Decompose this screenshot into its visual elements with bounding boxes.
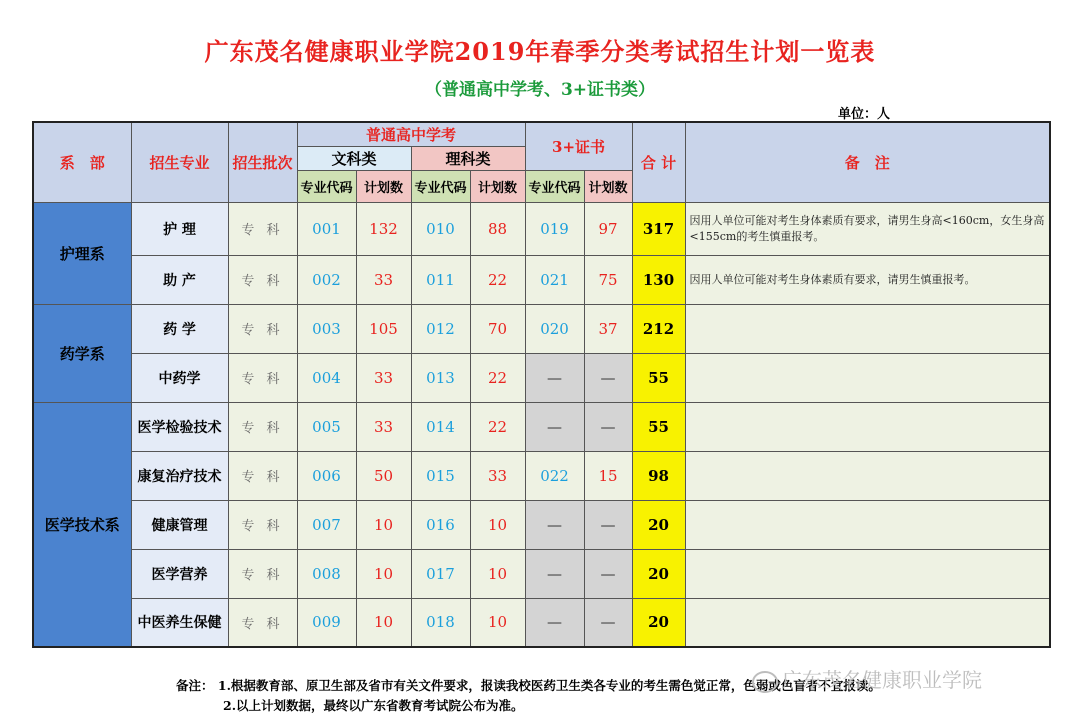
remark-cell bbox=[685, 402, 1050, 451]
wenke-code-cell: 001 bbox=[297, 202, 356, 255]
like-plan-cell: 10 bbox=[470, 500, 525, 549]
wenke-plan-cell: 10 bbox=[356, 549, 411, 598]
header-batch: 招生批次 bbox=[228, 122, 297, 202]
header-wenke-code: 专业代码 bbox=[297, 170, 356, 202]
like-code-cell: 015 bbox=[411, 451, 470, 500]
like-plan-cell: 10 bbox=[470, 598, 525, 647]
dept-cell: 护理系 bbox=[33, 202, 131, 304]
cert-plan-cell: 37 bbox=[584, 304, 632, 353]
major-cell: 助 产 bbox=[131, 255, 228, 304]
batch-cell: 专 科 bbox=[228, 451, 297, 500]
header-major: 招生专业 bbox=[131, 122, 228, 202]
major-cell: 医学检验技术 bbox=[131, 402, 228, 451]
cert-code-cell: — bbox=[525, 598, 584, 647]
batch-cell: 专 科 bbox=[228, 598, 297, 647]
wenke-plan-cell: 33 bbox=[356, 353, 411, 402]
cert-plan-cell: 15 bbox=[584, 451, 632, 500]
wenke-code-cell: 006 bbox=[297, 451, 356, 500]
cert-code-cell: — bbox=[525, 549, 584, 598]
page-subtitle: （普通高中学考、3+证书类） bbox=[424, 80, 656, 100]
header-wenke: 文科类 bbox=[297, 146, 411, 170]
cert-plan-cell: 75 bbox=[584, 255, 632, 304]
remark-cell bbox=[685, 549, 1050, 598]
major-cell: 护 理 bbox=[131, 202, 228, 255]
dept-cell: 医学技术系 bbox=[33, 402, 131, 647]
major-cell: 中药学 bbox=[131, 353, 228, 402]
wenke-code-cell: 007 bbox=[297, 500, 356, 549]
table-row bbox=[33, 402, 1050, 451]
wenke-code-cell: 008 bbox=[297, 549, 356, 598]
table-row bbox=[33, 304, 1050, 353]
unit-label: 单位：人 bbox=[838, 107, 891, 122]
cert-code-cell: — bbox=[525, 353, 584, 402]
table-row bbox=[33, 353, 1050, 402]
table-row bbox=[33, 598, 1050, 647]
header-cert-code: 专业代码 bbox=[525, 170, 584, 202]
like-code-cell: 014 bbox=[411, 402, 470, 451]
cert-code-cell: 019 bbox=[525, 202, 584, 255]
like-code-cell: 018 bbox=[411, 598, 470, 647]
remark-cell: 因用人单位可能对考生身体素质有要求，请男生身高<160cm，女生身高<155cm的考生慎重报考。 bbox=[685, 202, 1050, 255]
like-code-cell: 012 bbox=[411, 304, 470, 353]
wenke-code-cell: 004 bbox=[297, 353, 356, 402]
major-cell: 康复治疗技术 bbox=[131, 451, 228, 500]
major-cell: 中医养生保健 bbox=[131, 598, 228, 647]
page-title: 广东茂名健康职业学院2019年春季分类考试招生计划一览表 bbox=[204, 37, 876, 66]
remark-cell bbox=[685, 304, 1050, 353]
total-cell: 20 bbox=[632, 500, 685, 549]
like-code-cell: 016 bbox=[411, 500, 470, 549]
wenke-plan-cell: 10 bbox=[356, 500, 411, 549]
like-plan-cell: 22 bbox=[470, 255, 525, 304]
remark-cell bbox=[685, 451, 1050, 500]
total-cell: 130 bbox=[632, 255, 685, 304]
like-plan-cell: 33 bbox=[470, 451, 525, 500]
header-remark: 备 注 bbox=[685, 122, 1050, 202]
batch-cell: 专 科 bbox=[228, 304, 297, 353]
header-putong: 普通高中学考 bbox=[297, 122, 525, 146]
batch-cell: 专 科 bbox=[228, 402, 297, 451]
wenke-plan-cell: 132 bbox=[356, 202, 411, 255]
cert-plan-cell: — bbox=[584, 598, 632, 647]
like-plan-cell: 70 bbox=[470, 304, 525, 353]
watermark-text: 广东茂名健康职业学院 bbox=[782, 668, 982, 692]
cert-code-cell: 020 bbox=[525, 304, 584, 353]
batch-cell: 专 科 bbox=[228, 353, 297, 402]
remark-cell bbox=[685, 598, 1050, 647]
major-cell: 医学营养 bbox=[131, 549, 228, 598]
header-total: 合 计 bbox=[632, 122, 685, 202]
like-plan-cell: 22 bbox=[470, 353, 525, 402]
wenke-code-cell: 009 bbox=[297, 598, 356, 647]
major-cell: 药 学 bbox=[131, 304, 228, 353]
remark-cell bbox=[685, 500, 1050, 549]
cert-plan-cell: 97 bbox=[584, 202, 632, 255]
cert-code-cell: 021 bbox=[525, 255, 584, 304]
major-cell: 健康管理 bbox=[131, 500, 228, 549]
like-plan-cell: 88 bbox=[470, 202, 525, 255]
wenke-code-cell: 003 bbox=[297, 304, 356, 353]
cert-plan-cell: — bbox=[584, 549, 632, 598]
footnote-line-2: 2.以上计划数据，最终以广东省教育考试院公布为准。 bbox=[223, 698, 524, 713]
total-cell: 55 bbox=[632, 402, 685, 451]
like-code-cell: 010 bbox=[411, 202, 470, 255]
like-plan-cell: 22 bbox=[470, 402, 525, 451]
watermark bbox=[752, 664, 982, 693]
cert-plan-cell: — bbox=[584, 402, 632, 451]
table-row bbox=[33, 451, 1050, 500]
table-row bbox=[33, 549, 1050, 598]
like-code-cell: 017 bbox=[411, 549, 470, 598]
like-code-cell: 013 bbox=[411, 353, 470, 402]
table-row bbox=[33, 202, 1050, 255]
total-cell: 212 bbox=[632, 304, 685, 353]
header-like: 理科类 bbox=[411, 146, 525, 170]
wenke-code-cell: 005 bbox=[297, 402, 356, 451]
header-cert-plan: 计划数 bbox=[584, 170, 632, 202]
dept-cell: 药学系 bbox=[33, 304, 131, 402]
remark-cell bbox=[685, 353, 1050, 402]
footnote-label: 备注： bbox=[176, 678, 214, 693]
header-like-code: 专业代码 bbox=[411, 170, 470, 202]
wenke-plan-cell: 50 bbox=[356, 451, 411, 500]
like-code-cell: 011 bbox=[411, 255, 470, 304]
total-cell: 98 bbox=[632, 451, 685, 500]
table-row bbox=[33, 255, 1050, 304]
total-cell: 317 bbox=[632, 202, 685, 255]
header-dept: 系 部 bbox=[33, 122, 131, 202]
batch-cell: 专 科 bbox=[228, 202, 297, 255]
batch-cell: 专 科 bbox=[228, 549, 297, 598]
remark-cell: 因用人单位可能对考生身体素质有要求，请男生慎重报考。 bbox=[685, 255, 1050, 304]
batch-cell: 专 科 bbox=[228, 500, 297, 549]
batch-cell: 专 科 bbox=[228, 255, 297, 304]
cert-plan-cell: — bbox=[584, 500, 632, 549]
header-wenke-plan: 计划数 bbox=[356, 170, 411, 202]
header-like-plan: 计划数 bbox=[470, 170, 525, 202]
wenke-plan-cell: 10 bbox=[356, 598, 411, 647]
header-cert: 3+证书 bbox=[525, 122, 632, 170]
table-row bbox=[33, 500, 1050, 549]
cert-plan-cell: — bbox=[584, 353, 632, 402]
total-cell: 55 bbox=[632, 353, 685, 402]
cert-code-cell: — bbox=[525, 500, 584, 549]
cert-code-cell: 022 bbox=[525, 451, 584, 500]
cert-code-cell: — bbox=[525, 402, 584, 451]
enrollment-plan-table bbox=[32, 121, 1051, 648]
wenke-plan-cell: 33 bbox=[356, 402, 411, 451]
total-cell: 20 bbox=[632, 598, 685, 647]
wechat-icon bbox=[752, 671, 778, 693]
footnote-text-1: 1.根据教育部、原卫生部及省市有关文件要求，报读我校医药卫生类各专业的考生需色觉正常，色弱或色盲者不宜报读。 bbox=[217, 678, 881, 693]
total-cell: 20 bbox=[632, 549, 685, 598]
wenke-plan-cell: 105 bbox=[356, 304, 411, 353]
wenke-code-cell: 002 bbox=[297, 255, 356, 304]
wenke-plan-cell: 33 bbox=[356, 255, 411, 304]
like-plan-cell: 10 bbox=[470, 549, 525, 598]
